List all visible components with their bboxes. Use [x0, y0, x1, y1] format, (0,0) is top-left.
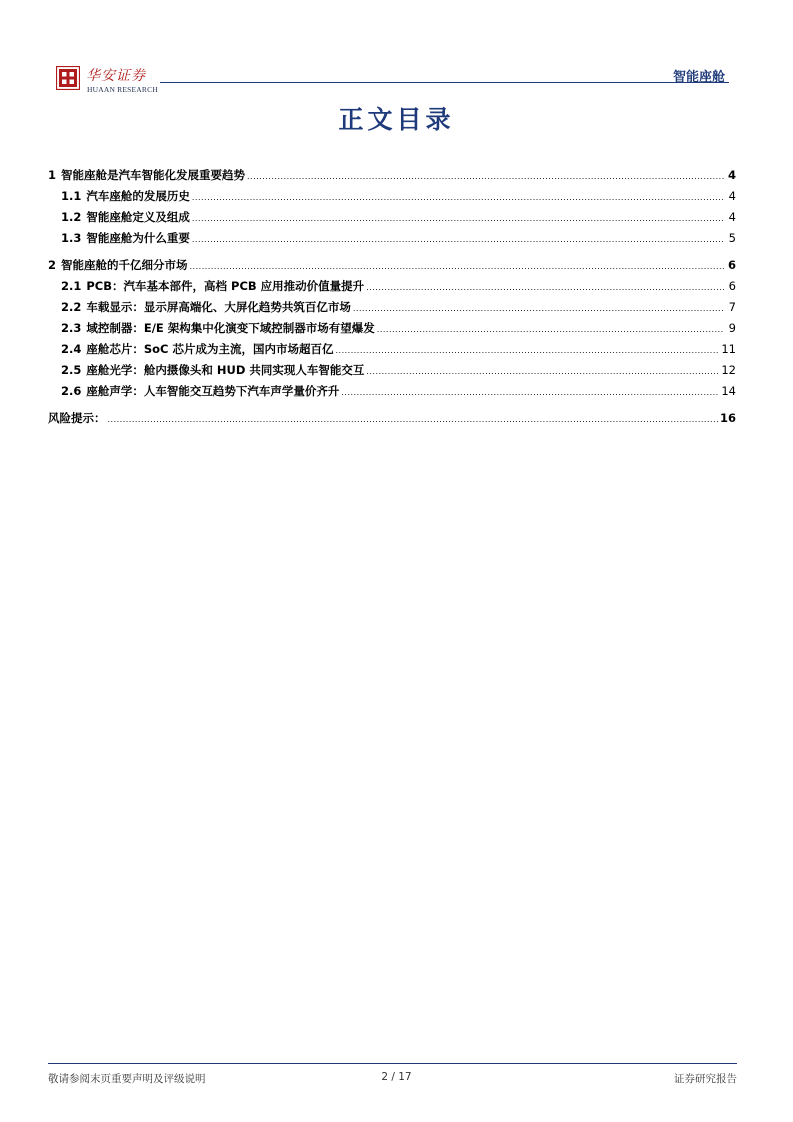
toc-entry-page: 6	[727, 258, 736, 272]
toc-entry-number: 1.2	[61, 210, 82, 224]
toc-entry-number: 2.4	[61, 342, 82, 356]
toc-dot-leader	[247, 166, 724, 186]
toc-entry-number: 2.2	[61, 300, 82, 314]
toc-entry-number: 2.3	[61, 321, 82, 335]
toc-chapter-entry[interactable]	[48, 165, 736, 186]
document-type: 证券研究报告	[674, 1073, 737, 1085]
toc-entry-page: 4	[728, 210, 736, 224]
brand-name-cn: 华安证券	[86, 68, 146, 84]
toc-entry-number: 1.1	[61, 189, 82, 203]
page-title: 正文目录	[338, 105, 455, 134]
toc-dot-leader	[377, 319, 724, 339]
page-indicator: 2 / 17	[381, 1071, 412, 1083]
footer-disclaimer: 敬请参阅末页重要声明及评级说明	[48, 1073, 206, 1085]
toc-section-entry[interactable]	[48, 276, 736, 297]
toc-entry-page: 9	[728, 321, 736, 335]
table-of-contents	[48, 165, 736, 429]
footer-divider	[48, 1063, 737, 1064]
brand-name-en: HUAAN RESEARCH	[87, 85, 158, 94]
toc-entry-title: 智能座舱为什么重要	[86, 231, 190, 245]
toc-entry-title: 车载显示：显示屏高端化、大屏化趋势共筑百亿市场	[86, 300, 351, 314]
toc-entry-page: 7	[728, 300, 736, 314]
toc-entry-page: 12	[721, 363, 736, 377]
toc-entry-number: 2	[48, 258, 57, 272]
toc-section-entry[interactable]	[48, 318, 736, 339]
toc-entry-title: 风险提示：	[48, 411, 106, 425]
toc-section-entry[interactable]	[48, 381, 736, 402]
toc-entry-page: 5	[728, 231, 736, 245]
toc-chapter-entry[interactable]	[48, 255, 736, 276]
toc-entry-number: 2.1	[61, 279, 82, 293]
toc-entry-number: 2.6	[61, 384, 82, 398]
toc-dot-leader	[366, 277, 724, 297]
toc-entry-page: 11	[721, 342, 736, 356]
toc-chapter-entry[interactable]	[48, 408, 736, 429]
report-tag: 智能座舱	[672, 70, 725, 85]
toc-entry-title: 座舱光学：舱内摄像头和 HUD 共同实现人车智能交互	[86, 363, 365, 377]
toc-dot-leader	[336, 340, 720, 360]
toc-entry-title: 域控制器：E/E 架构集中化演变下域控制器市场有望爆发	[86, 321, 375, 335]
toc-entry-page: 4	[727, 168, 736, 182]
toc-entry-page: 16	[719, 411, 736, 425]
toc-entry-number: 1	[48, 168, 57, 182]
toc-dot-leader	[341, 382, 719, 402]
toc-section-entry[interactable]	[48, 360, 736, 381]
toc-entry-title: 智能座舱的千亿细分市场	[61, 258, 188, 272]
toc-entry-page: 4	[728, 189, 736, 203]
toc-entry-page: 14	[721, 384, 736, 398]
toc-section-entry[interactable]	[48, 297, 736, 318]
toc-dot-leader	[192, 208, 724, 228]
toc-dot-leader	[192, 187, 724, 207]
toc-entry-title: 汽车座舱的发展历史	[86, 189, 190, 203]
toc-dot-leader	[190, 256, 724, 276]
toc-entry-title: 座舱声学：人车智能交互趋势下汽车声学量价齐升	[86, 384, 340, 398]
toc-dot-leader	[192, 229, 724, 249]
toc-section-entry[interactable]	[48, 186, 736, 207]
toc-section-entry[interactable]	[48, 339, 736, 360]
toc-dot-leader	[366, 361, 719, 381]
toc-dot-leader	[108, 409, 718, 429]
toc-entry-title: 座舱芯片：SoC 芯片成为主流，国内市场超百亿	[86, 342, 334, 356]
toc-section-entry[interactable]	[48, 228, 736, 249]
toc-entry-title: 智能座舱是汽车智能化发展重要趋势	[61, 168, 246, 182]
huaan-logo-icon	[56, 66, 80, 90]
toc-entry-title: PCB：汽车基本部件，高档 PCB 应用推动价值量提升	[86, 279, 365, 293]
toc-entry-page: 6	[728, 279, 736, 293]
toc-entry-number: 2.5	[61, 363, 82, 377]
toc-section-entry[interactable]	[48, 207, 736, 228]
header-divider	[160, 82, 729, 83]
toc-dot-leader	[353, 298, 724, 318]
toc-entry-title: 智能座舱定义及组成	[86, 210, 190, 224]
toc-entry-number: 1.3	[61, 231, 82, 245]
